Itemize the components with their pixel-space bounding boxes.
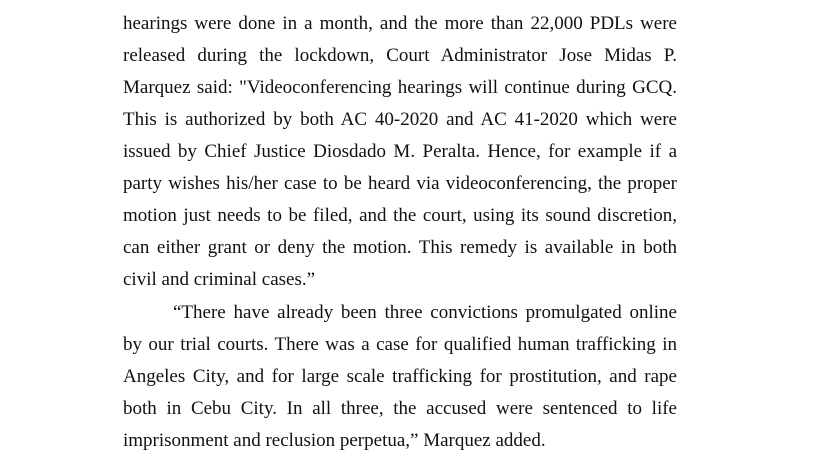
body-text-line: hearings were done in a month, and the more than 22,000 PDLs were	[123, 13, 677, 34]
body-text-line: Marquez said: "Videoconferencing hearings will continue during GCQ.	[123, 77, 677, 98]
paragraph-start-line: “There have already been three convictions promulgated online	[173, 302, 677, 323]
body-text-line: issued by Chief Justice Diosdado M. Peralta. Hence, for example if a	[123, 141, 677, 162]
body-text-line: both in Cebu City. In all three, the accused were sentenced to life	[123, 398, 677, 419]
body-text-line: Angeles City, and for large scale trafficking for prostitution, and rape	[123, 366, 677, 387]
paragraph-end-line: civil and criminal cases.”	[123, 269, 316, 290]
body-text-line: released during the lockdown, Court Administrator Jose Midas P.	[123, 45, 677, 66]
body-text-line: This is authorized by both AC 40-2020 and AC 41-2020 which were	[123, 109, 677, 130]
body-text-line: can either grant or deny the motion. This remedy is available in both	[123, 237, 677, 258]
paragraph-end-line: imprisonment and reclusion perpetua,” Marquez added.	[123, 430, 546, 451]
body-text-line: motion just needs to be filed, and the court, using its sound discretion,	[123, 205, 677, 226]
body-text-line: party wishes his/her case to be heard via videoconferencing, the proper	[123, 173, 677, 194]
body-text-line: by our trial courts. There was a case for qualified human trafficking in	[123, 334, 677, 355]
